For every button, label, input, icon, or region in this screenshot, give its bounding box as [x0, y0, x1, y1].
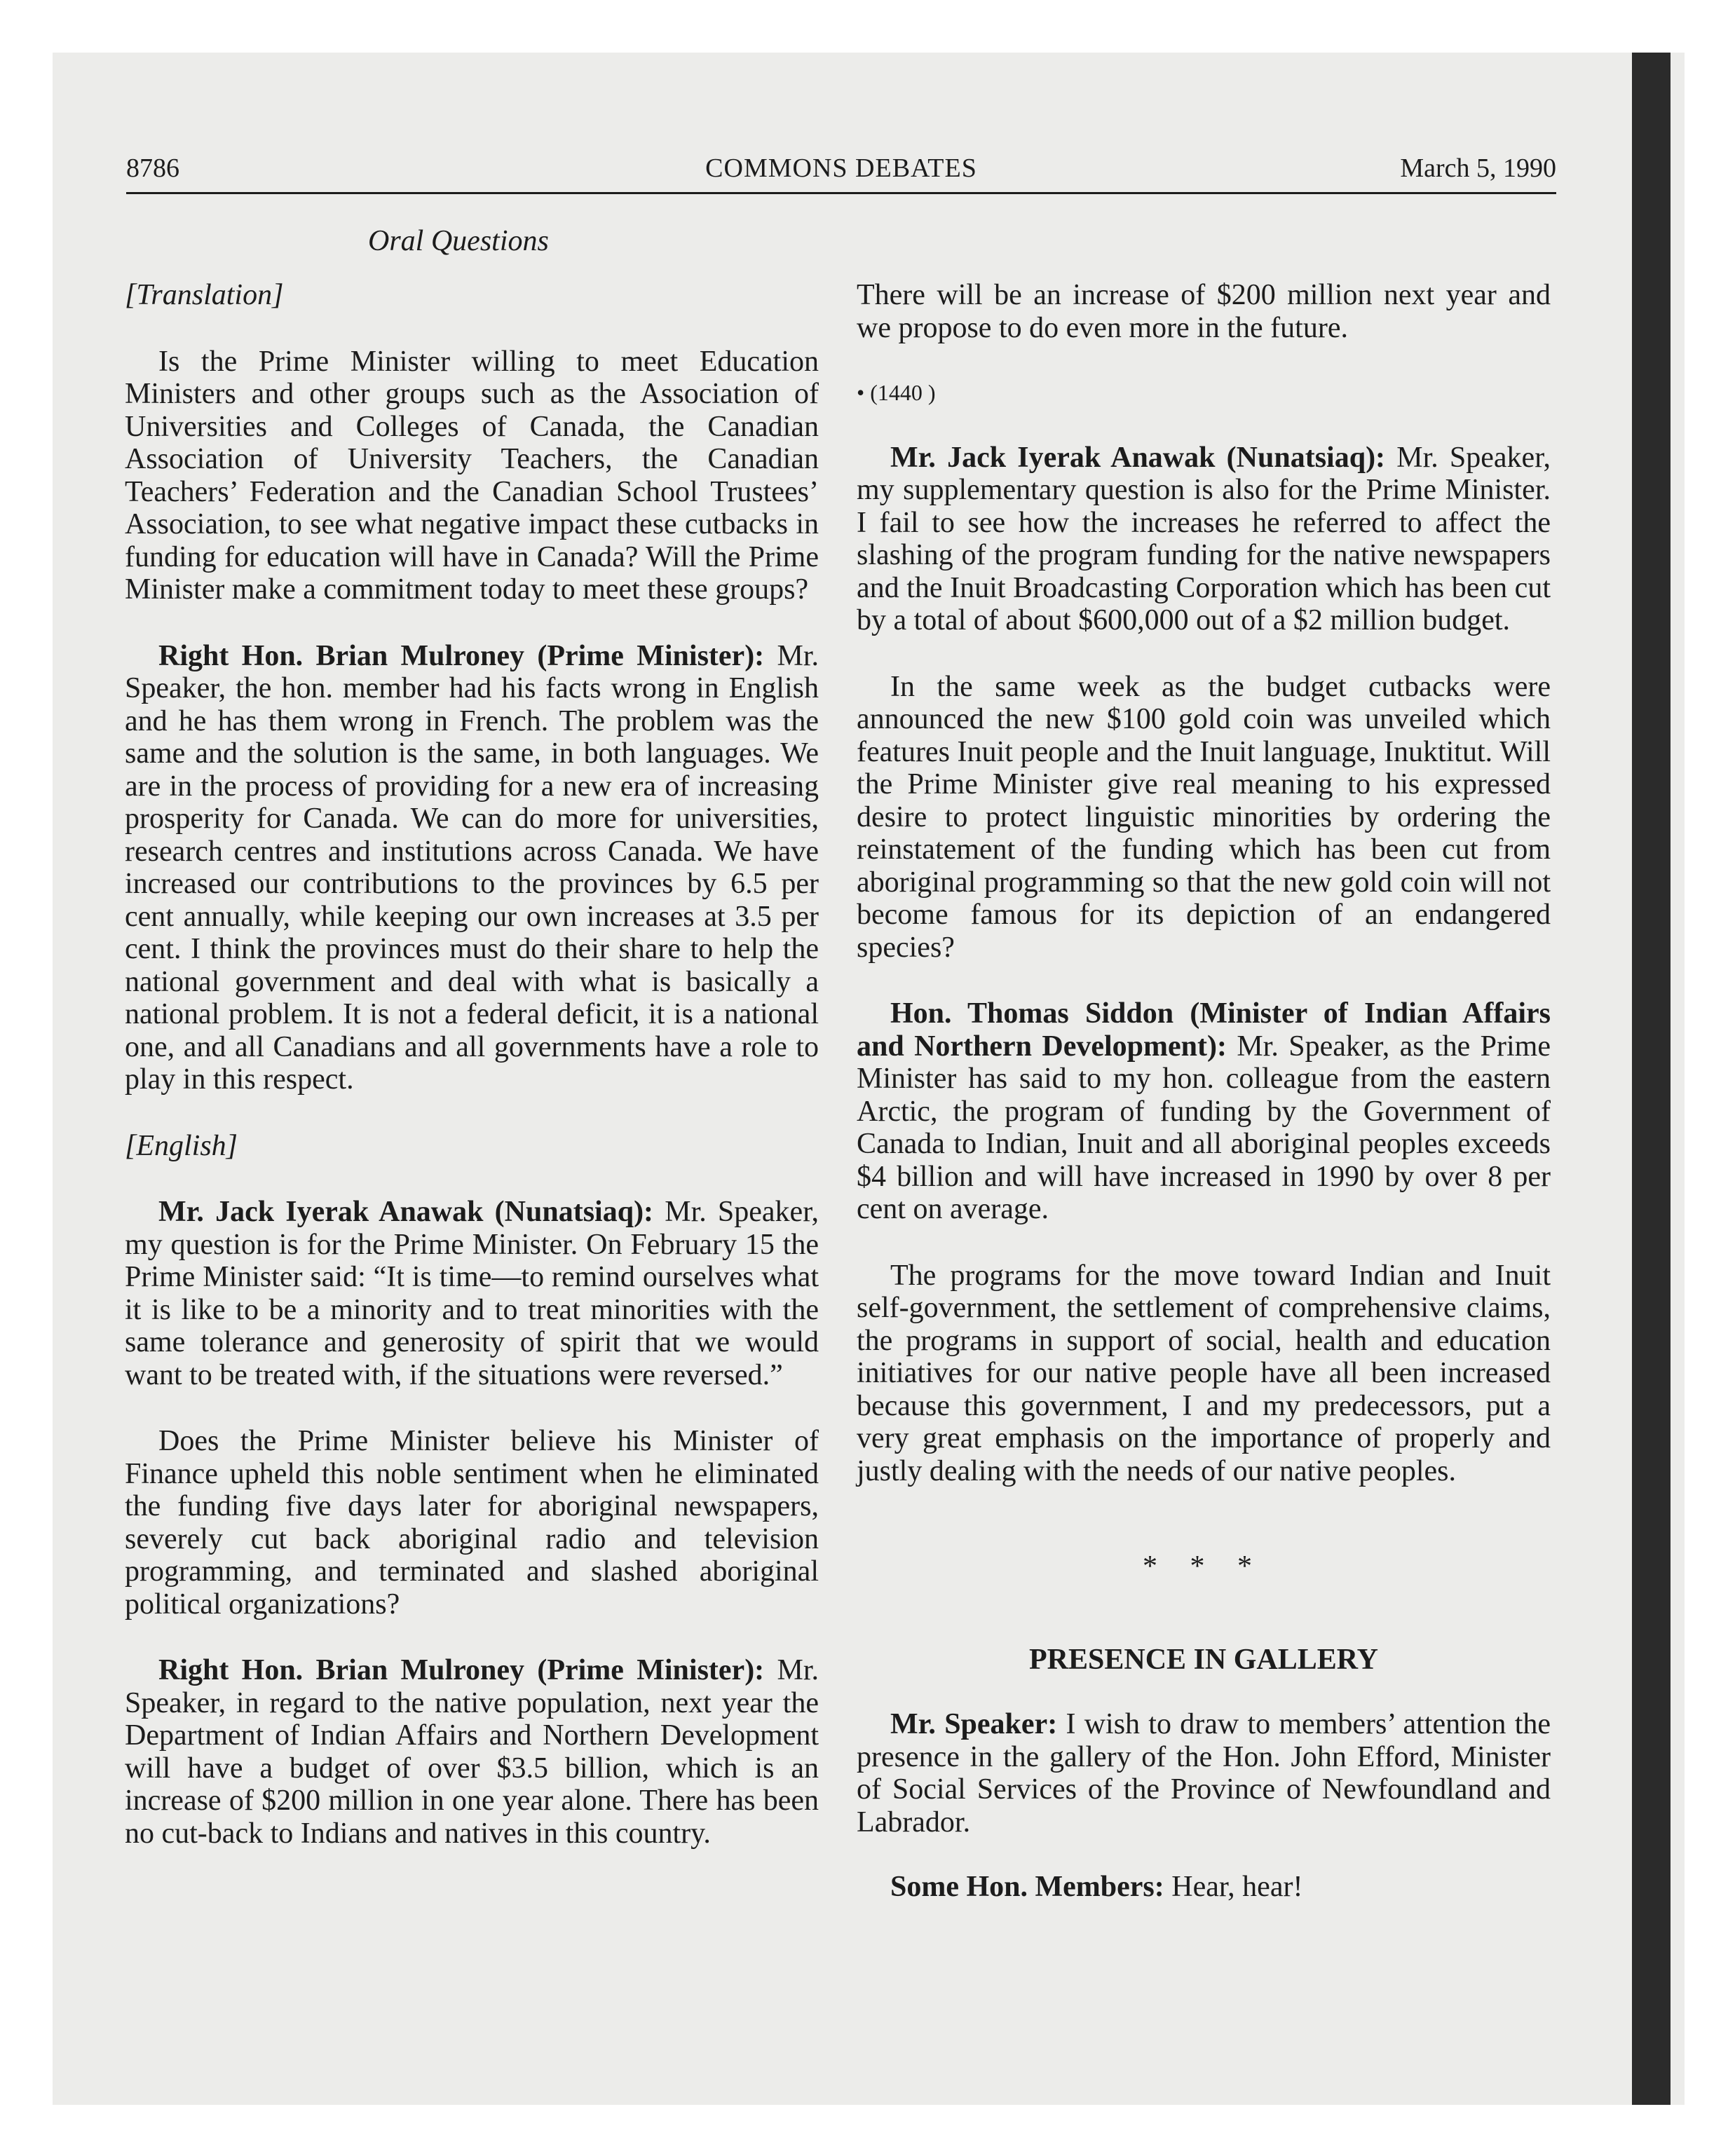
speaker-paragraph: [125, 1196, 819, 1391]
translation-tag: [Translation]: [125, 279, 284, 311]
speech-text: Mr. Speaker, the hon. member had his facts wrong in English and he has them wrong in French. The problem was the same and the solution is the same, in both languages. We are in the process of providing for a new era of increasing prosperity for Canada. We can do more for universities, research centres and institutions across Canada. We have increased our contributions to the provinces by 6.5 per cent annually, while keeping our own increases at 3.5 per cent. I think the provinces must do their share to help the national government and deal with what is basically a national problem. It is not a federal deficit, it is a national one, and all Canadians and all governments have a role to play in this respect.: [125, 639, 819, 1096]
page-number: 8786: [126, 153, 179, 183]
speech-text: Mr. Speaker, as the Prime Minister has said to my hon. colleague from the eastern Arctic, the program of funding by the Government of Canada to Indian, Inuit and all aboriginal peoples exceeds $4 billion and will have increased in 1990 by over 8 per cent on average.: [857, 1030, 1551, 1225]
section-separator: * * *: [1143, 1550, 1265, 1583]
page-date: March 5, 1990: [1400, 153, 1556, 183]
left-column: [125, 279, 819, 1850]
speech-text: Mr. Speaker, my question is for the Prime Minister. On February 15 the Prime Minister said: “It is time—to remind ourselves what it is like to be a minority and to treat minorities with the same tolerance and generosity of spirit that we would want to be treated with, if the situations were reversed.”: [125, 1196, 819, 1391]
speaker-paragraph: [857, 1871, 1551, 1904]
section-heading: PRESENCE IN GALLERY: [1029, 1643, 1378, 1676]
speaker-paragraph: [125, 640, 819, 1096]
paragraph: There will be an increase of $200 million next year and we propose to do even more in the future.: [857, 279, 1551, 344]
speech-text: Hear, hear!: [1164, 1871, 1303, 1903]
speaker-name: Mr. Jack Iyerak Anawak (Nunatsiaq):: [890, 441, 1386, 474]
header-rule: [126, 192, 1556, 194]
time-marker: • (1440 ): [857, 380, 936, 405]
speech-text: I wish to draw to members’ attention the presence in the gallery of the Hon. John Efford, Minister of Social Services of the Province of Newfoundland and Labrador.: [857, 1708, 1551, 1838]
speaker-name: Mr. Jack Iyerak Anawak (Nunatsiaq):: [158, 1196, 654, 1228]
paragraph: Does the Prime Minister believe his Minister of Finance upheld this noble sentiment when he eliminated the funding five days later for aboriginal newspapers, severely cut back aboriginal radio and television programming, and terminated and slashed aboriginal political organizations?: [125, 1425, 819, 1621]
section-title: Oral Questions: [368, 225, 549, 257]
speaker-paragraph: [857, 442, 1551, 637]
speech-text: Mr. Speaker, in regard to the native population, next year the Department of Indian Affairs and Northern Development will have a budget of over $3.5 billion, which is an increase of $200 million in one year alone. There has been no cut-back to Indians and natives in this country.: [125, 1654, 819, 1850]
speaker-paragraph: [857, 997, 1551, 1226]
page-header: [126, 153, 1556, 195]
speaker-name: Mr. Speaker:: [890, 1708, 1058, 1740]
english-tag: [English]: [125, 1129, 238, 1162]
right-column: [857, 279, 1551, 1904]
speech-text: Mr. Speaker, my supplementary question is also for the Prime Minister. I fail to see how the increases he referred to affect the slashing of the program funding for the native newspapers and the Inuit Broadcasting Corporation which has been cut by a total of about $600,000 out of a $2 million budget.: [857, 441, 1551, 636]
paragraph: In the same week as the budget cutbacks were announced the new $100 gold coin was unveiled which features Inuit people and the Inuit language, Inuktitut. Will the Prime Minister give real meaning to his expressed desire to protect linguistic minorities by ordering the reinstatement of the funding which has been cut from aboriginal programming so that the new gold coin will not become famous for its depiction of an endangered species?: [857, 670, 1551, 964]
speaker-name: Hon. Thomas Siddon (Minister of Indian Affairs and Northern Development):: [857, 997, 1551, 1063]
publication-title: COMMONS DEBATES: [705, 153, 977, 183]
speaker-name: Some Hon. Members:: [890, 1871, 1164, 1903]
speaker-name: Right Hon. Brian Mulroney (Prime Minister):: [158, 1654, 765, 1686]
speaker-paragraph: [125, 1654, 819, 1850]
paragraph: The programs for the move toward Indian and Inuit self-government, the settlement of comprehensive claims, the programs in support of social, health and education initiatives for our native people have all been increased because this government, I and my predecessors, put a very great emphasis on the importance of properly and justly dealing with the needs of our native peoples.: [857, 1259, 1551, 1487]
speaker-name: Right Hon. Brian Mulroney (Prime Minister):: [158, 639, 765, 672]
binding-edge: [1632, 53, 1671, 2105]
paragraph: Is the Prime Minister willing to meet Education Ministers and other groups such as the Association of Universities and Colleges of Canada, the Canadian Association of University Teachers, the Canadian Teachers’ Federation and the Canadian School Trustees’ Association, to see what negative impact these cutbacks in funding for education will have in Canada? Will the Prime Minister make a commitment today to meet these groups?: [125, 345, 819, 606]
speaker-paragraph: [857, 1708, 1551, 1838]
